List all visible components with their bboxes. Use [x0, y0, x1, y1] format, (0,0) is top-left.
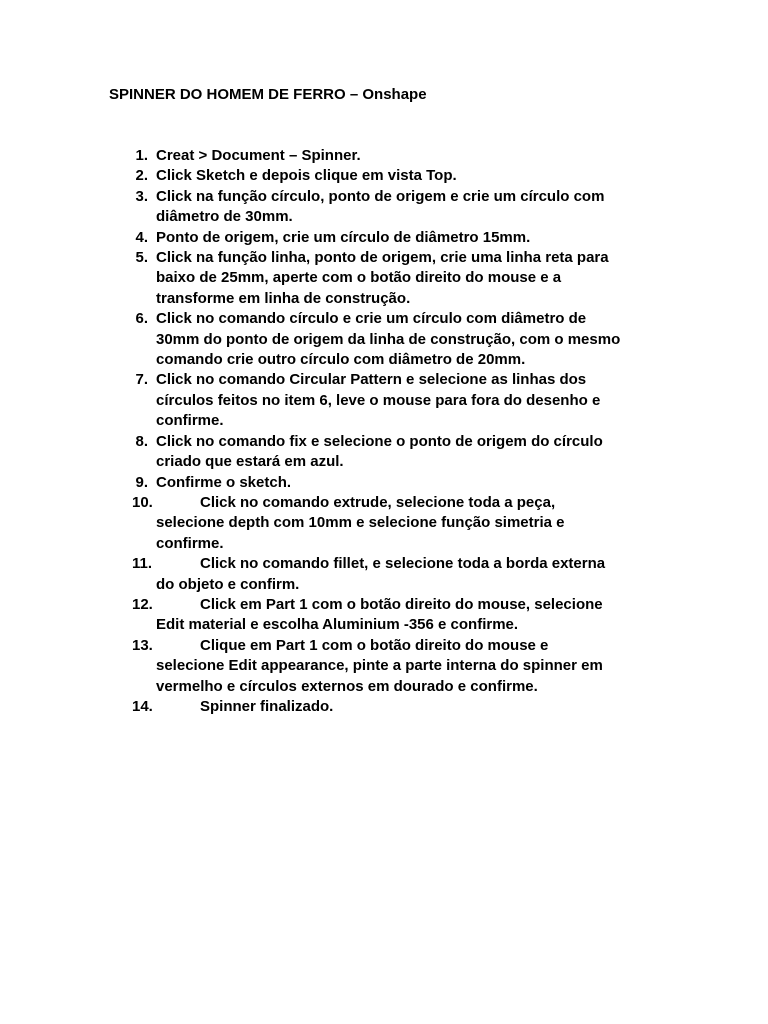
- list-item: [0, 697, 662, 717]
- step-text-line: confirme.: [156, 534, 224, 552]
- step-text-line: selecione Edit appearance, pinte a parte interna do spinner em: [156, 657, 603, 675]
- step-text-line: Click Sketch e depois clique em vista Top.: [156, 167, 457, 185]
- step-text: Click no comando fillet, e selecione toda a borda externa: [200, 555, 606, 573]
- step-number: 2.: [135, 167, 148, 185]
- list-item: [0, 248, 662, 309]
- document-title: SPINNER DO HOMEM DE FERRO – Onshape: [109, 86, 427, 103]
- step-text-line: [156, 636, 662, 656]
- list-item: [0, 493, 662, 554]
- step-text-line: criado que estará em azul.: [156, 453, 344, 471]
- step-text-line: diâmetro de 30mm.: [156, 208, 293, 226]
- step-number: 12.: [132, 595, 153, 613]
- list-item: [0, 309, 662, 370]
- step-text-line: Click no comando Circular Pattern e selecione as linhas dos: [156, 371, 587, 389]
- step-text-line: Click no comando círculo e crie um círculo com diâmetro de: [156, 310, 587, 328]
- step-text: Clique em Part 1 com o botão direito do mouse e: [200, 636, 549, 654]
- step-text-line: [156, 554, 662, 574]
- list-item: [0, 595, 662, 636]
- step-text-line: vermelho e círculos externos em dourado e confirme.: [156, 677, 538, 695]
- step-number: 13.: [132, 636, 153, 654]
- step-text-line: do objeto e confirm.: [156, 575, 300, 593]
- step-number: 3.: [135, 187, 148, 205]
- step-text-line: selecione depth com 10mm e selecione função simetria e: [156, 514, 565, 532]
- list-item: [0, 432, 662, 473]
- list-item: [0, 228, 662, 248]
- step-text: Click em Part 1 com o botão direito do mouse, selecione: [200, 595, 603, 613]
- list-item: [0, 146, 662, 166]
- list-item: [0, 370, 662, 431]
- step-number: 7.: [135, 371, 148, 389]
- step-text: Click no comando extrude, selecione toda a peça,: [200, 493, 556, 511]
- step-number: 9.: [135, 473, 148, 491]
- list-item: [0, 636, 662, 697]
- step-text-line: Click na função círculo, ponto de origem e crie um círculo com: [156, 187, 605, 205]
- step-text: Spinner finalizado.: [200, 697, 334, 715]
- step-text-line: [156, 697, 662, 717]
- step-text-line: Edit material e escolha Aluminium -356 e confirme.: [156, 616, 519, 634]
- step-text-line: Click no comando fix e selecione o ponto de origem do círculo: [156, 432, 603, 450]
- step-text-line: 30mm do ponto de origem da linha de construção, com o mesmo: [156, 330, 621, 348]
- step-number: 14.: [132, 697, 153, 715]
- list-item: [0, 554, 662, 595]
- step-text-line: transforme em linha de construção.: [156, 289, 411, 307]
- step-text-line: comando crie outro círculo com diâmetro de 20mm.: [156, 351, 526, 369]
- list-item: [0, 473, 662, 493]
- step-text-line: [156, 595, 662, 615]
- list-item: [0, 166, 662, 186]
- step-text-line: Click na função linha, ponto de origem, crie uma linha reta para: [156, 249, 609, 267]
- step-text-line: Confirme o sketch.: [156, 473, 292, 491]
- step-number: 6.: [135, 310, 148, 328]
- step-text-line: Creat > Document – Spinner.: [156, 147, 361, 164]
- step-text-line: baixo de 25mm, aperte com o botão direito do mouse e a: [156, 269, 562, 287]
- steps-list: [0, 146, 768, 717]
- list-item: [0, 187, 662, 228]
- step-number: 10.: [132, 493, 153, 511]
- step-text-line: [156, 493, 662, 513]
- step-text-line: Ponto de origem, crie um círculo de diâmetro 15mm.: [156, 228, 531, 246]
- step-text-line: círculos feitos no item 6, leve o mouse para fora do desenho e: [156, 391, 601, 409]
- step-number: 1.: [135, 147, 148, 164]
- step-text-line: confirme.: [156, 412, 224, 430]
- step-number: 4.: [135, 228, 148, 246]
- step-number: 11.: [132, 555, 153, 573]
- step-number: 8.: [135, 432, 148, 450]
- step-number: 5.: [135, 249, 148, 267]
